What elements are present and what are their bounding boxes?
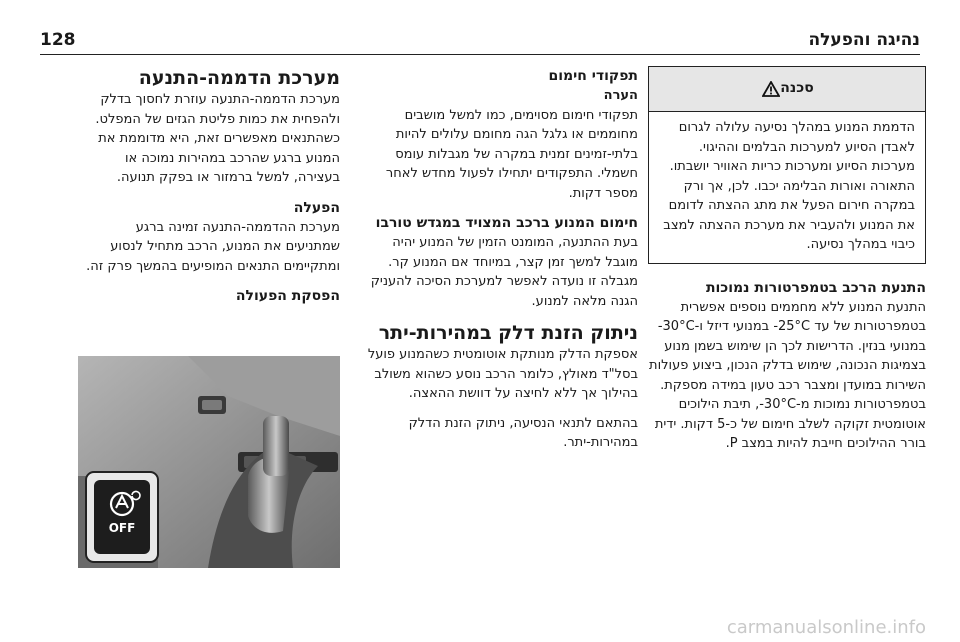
deactivation-heading: הפסקת הפעולה xyxy=(235,288,340,304)
fuel-cutoff-heading: ניתוק הזנת דלק במהירות-יתר xyxy=(378,322,638,344)
turbo-heading: חימום המנוע ברכב המצויד במגדש טורבו xyxy=(375,215,638,231)
watermark: carmanualsonline.info xyxy=(726,617,926,638)
warning-header xyxy=(649,67,925,112)
page-number: 128 xyxy=(40,30,76,50)
column-right xyxy=(648,66,926,454)
gear-console-illustration xyxy=(78,356,340,568)
note-label: הערה xyxy=(603,88,638,103)
warning-triangle-icon xyxy=(762,81,780,97)
section-title: נהיגה והפעלה xyxy=(808,30,920,50)
off-button-label: OFF xyxy=(108,521,136,535)
console-photo xyxy=(78,356,340,568)
page-header xyxy=(40,30,920,55)
heating-heading: תפקודי חימום xyxy=(548,68,638,84)
fuel-cutoff-text: אספקת הדלק מנותקת אוטומטית כשהמנוע פועל בסל"ד מאולץ, כלומר הרכב נוסע כשהוא משולב בהילוך אך ללא לחיצה על דוושת ההאצה. xyxy=(367,347,638,401)
turbo-text: בעת ההתנעה, המומנט הזמין של המנוע יהיה מוגבל למשך זמן קצר, במיוחד אם המנוע קר. מגבלה זו נועדה לאפשר למערכת הסיכה להעניק הגנה מלאה למנוע. xyxy=(370,235,638,309)
stop-start-heading: מערכת הדממה-התנעה xyxy=(138,67,340,89)
column-middle xyxy=(360,66,638,453)
warning-text: הדממת המנוע במהלך נסיעה עלולה לגרום לאבדן הסיוע למערכות הבלמים וההיגוי. מערכות הסיוע ומערכות כריות האוויר יושבתו. התאורה ואורות הבלימה יכבו. לכן, אך ורק במקרה חירום הפעל את מתג ההצתה לדומם את המנוע ולהעביר את מערכת ההצתה למצב כיבוי במהלך נסיעה. xyxy=(663,120,915,252)
note-text: תפקודי חימום מסוימים, כמו למשל מושבים מחוממים או גלגל הגה מחומם עלולים להיות בלתי-זמינים זמנית במקרה של מגבלות עומס חשמלי. התפקודים יתחילו לפעול מחדש לאחר מספר דקות. xyxy=(385,107,638,201)
fuel-cutoff-text-2: בהתאם לתנאי הנסיעה, ניתוק הזנת הדלק במהירות-יתר. xyxy=(408,415,638,450)
activation-text: מערכת ההדממה-התנעה זמינה ברגע שמתניעים את המנוע, הרכב מתחיל לנסוע ומתקיימים התנאים המופיעים בהמשך פרק זה. xyxy=(86,219,340,274)
danger-warning-box xyxy=(648,66,926,264)
cold-start-text: התנעת המנוע ללא מחממים נוספים אפשרית בטמפרטורות של עד ‎-25°C‎ במנועי דיזל ו-‎-30°C‎ במנועי בנזין. הדרישות לכך הן שימוש בשמן מנוע בצמיגות הנכונה, שימוש בדלק הנכון, ביצוע פעולות השירות במועדן ומצבר רכב טעון במידה מספקת. בטמפרטורות נמוכות מ-‎-30°C‎, תיבת הילוכים אוטומטית זקוקה לשלב חימום של כ-5 דקות. ידית בורר ההילוכים חייבת להיות במצב P. xyxy=(649,299,926,451)
activation-heading: הפעלה xyxy=(293,199,340,216)
stop-start-text: מערכת הדממה-התנעה עוזרת לחסוך בדלק ולהפחית את כמות פליטת הגזים של המפלט. כשהתנאים מאפשרים זאת, היא מדוממת את המנוע ברגע שהרכב במהירות נמוכה או בעצירה, למשל ברמזור או בפקק תנועה. xyxy=(95,92,340,185)
column-left xyxy=(78,66,340,306)
cold-start-heading: התנעת הרכב בטמפרטורות נמוכות xyxy=(705,279,926,296)
warning-title: סכנה xyxy=(780,80,814,97)
